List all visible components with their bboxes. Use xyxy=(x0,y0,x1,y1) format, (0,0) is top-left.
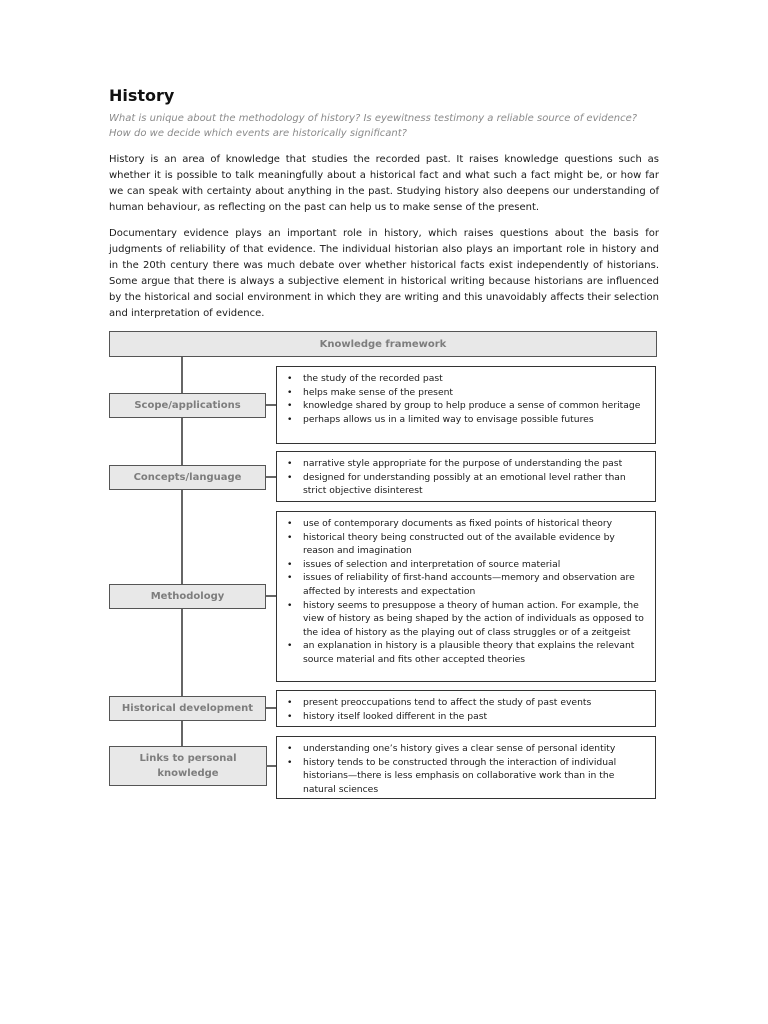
section-box-historical-development xyxy=(276,690,656,727)
personal-knowledge-list xyxy=(285,742,647,796)
list-item: • issues of selection and interpretation of source material xyxy=(285,558,647,572)
section-box-methodology xyxy=(276,511,656,682)
list-item: • perhaps allows us in a limited way to envisage possible futures xyxy=(285,413,647,427)
section-label-scope: Scope/applications xyxy=(109,393,266,418)
methodology-list xyxy=(285,517,647,667)
list-item: • narrative style appropriate for the purpose of understanding the past xyxy=(285,457,647,471)
subtitle-questions: What is unique about the methodology of history? Is eyewitness testimony a reliable source of evidence? How do we decide which events are historically significant? xyxy=(109,113,638,139)
section-label-historical-development: Historical development xyxy=(109,696,266,721)
historical-development-list xyxy=(285,696,647,723)
section-box-personal-knowledge xyxy=(276,736,656,799)
intro-paragraph: History is an area of knowledge that studies the recorded past. It raises knowledge questions such as whether it is possible to talk meaningfully about a historical fact and what such a fact might be, or how far we can speak with certainty about anything in the past. Studying history also deepens our understanding of human behaviour, as reflecting on the past can help us to make sense of the present. xyxy=(109,154,659,213)
list-item: • understanding one’s history gives a clear sense of personal identity xyxy=(285,742,647,756)
list-item: • history itself looked different in the past xyxy=(285,710,647,724)
list-item: • present preoccupations tend to affect the study of past events xyxy=(285,696,647,710)
concepts-list xyxy=(285,457,647,498)
list-item: • use of contemporary documents as fixed points of historical theory xyxy=(285,517,647,531)
list-item: • an explanation in history is a plausible theory that explains the relevant source material and fits other accepted theories xyxy=(285,639,647,666)
list-item: • issues of reliability of first-hand accounts—memory and observation are affected by interests and expectation xyxy=(285,571,647,598)
list-item: • the study of the recorded past xyxy=(285,372,647,386)
section-label-personal-knowledge: Links to personal knowledge xyxy=(109,746,267,786)
list-item: • historical theory being constructed out of the available evidence by reason and imagination xyxy=(285,531,647,558)
section-label-concepts: Concepts/language xyxy=(109,465,266,490)
section-box-concepts xyxy=(276,451,656,502)
section-box-scope xyxy=(276,366,656,444)
list-item: • helps make sense of the present xyxy=(285,386,647,400)
list-item: • knowledge shared by group to help produce a sense of common heritage xyxy=(285,399,647,413)
scope-list xyxy=(285,372,647,426)
section-label-methodology: Methodology xyxy=(109,584,266,609)
page-title: History xyxy=(109,86,175,105)
knowledge-framework-header: Knowledge framework xyxy=(109,331,657,357)
list-item: • history seems to presuppose a theory of human action. For example, the view of history as being shaped by the action of individuals as opposed to the idea of history as the playing out of class struggles or of a zeitgeist xyxy=(285,599,647,640)
list-item: • designed for understanding possibly at an emotional level rather than strict objective disinterest xyxy=(285,471,647,498)
list-item: • history tends to be constructed through the interaction of individual historians—there is less emphasis on collaborative work than in the natural sciences xyxy=(285,756,647,797)
evidence-paragraph: Documentary evidence plays an important role in history, which raises questions about the basis for judgments of reliability of that evidence. The individual historian also plays an important role in history and in the 20th century there was much debate over whether historical facts exist independently of historians. Some argue that there is always a subjective element in historical writing because historians are influenced by the historical and social environment in which they are writing and this unavoidably affects their selection and interpretation of evidence. xyxy=(109,228,659,319)
